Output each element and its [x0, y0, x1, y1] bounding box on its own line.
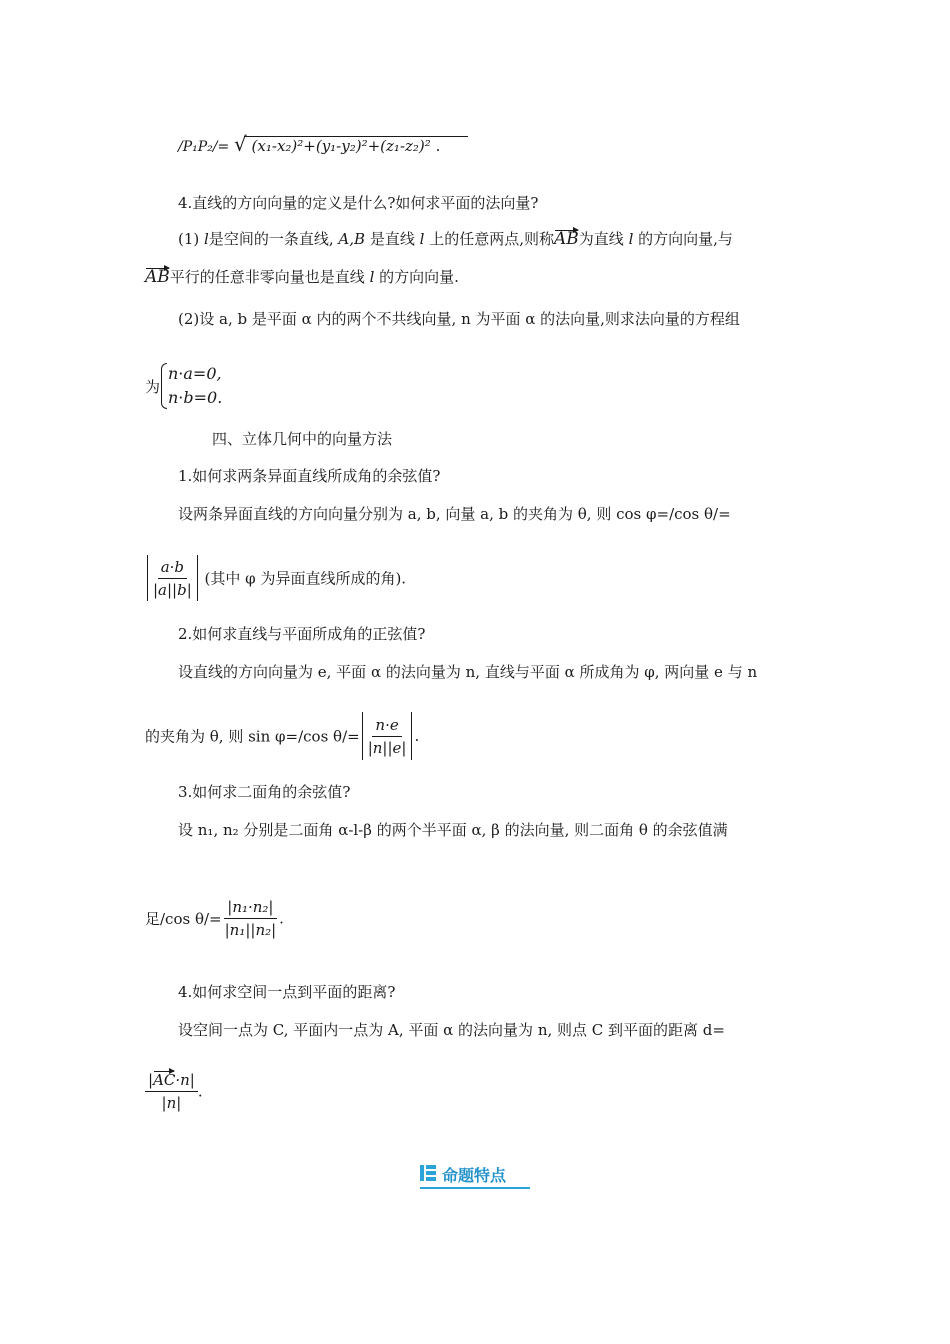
- q3-end: .: [279, 909, 284, 928]
- p1-h: 的方向向量.: [379, 268, 459, 286]
- vector-ab: AB: [553, 229, 579, 249]
- sqrt-bar: [244, 136, 468, 137]
- q3-frac-den: |n₁||n₂|: [224, 921, 277, 939]
- p1-e: 为直线: [578, 230, 624, 248]
- sqrt-symbol: √: [234, 132, 247, 156]
- q4-end: .: [197, 1082, 203, 1101]
- system-eq1: n·a=0,: [168, 364, 222, 383]
- distance-lhs: /P₁P₂/=: [178, 139, 230, 155]
- system-prefix: 为: [145, 378, 161, 396]
- p1-l4: l: [369, 268, 375, 286]
- p1-l3: l: [628, 230, 634, 248]
- abs-bar-right: [411, 712, 412, 760]
- q2-frac-den: |n||e|: [367, 738, 407, 757]
- q2-text: 设直线的方向向量为 e, 平面 α 的法向量为 n, 直线与平面 α 所成角为 φ, 两向量 e 与 n: [178, 663, 758, 681]
- q4-direction-title: 4.直线的方向向量的定义是什么?如何求平面的法向量?: [178, 194, 539, 212]
- q3-text: 设 n₁, n₂ 分别是二面角 α-l-β 的两个半平面 α, β 的法向量, 则二面角 θ 的余弦值满: [178, 821, 728, 839]
- num-bar-left: |: [148, 1071, 154, 1089]
- section-title: 四、立体几何中的向量方法: [212, 430, 393, 448]
- q1-formula: [145, 555, 406, 601]
- q2-formula: [145, 712, 419, 760]
- p1-l: l: [204, 230, 209, 248]
- q3-fraction: [222, 897, 280, 940]
- q1-title: 1.如何求两条异面直线所成角的余弦值?: [178, 467, 441, 485]
- list-icon: [420, 1165, 436, 1181]
- p1-a: (1): [178, 230, 200, 248]
- q2-text2: 的夹角为 θ, 则 sin φ=/cos θ/=: [145, 727, 360, 746]
- p1-l2: l: [419, 230, 425, 248]
- vector-ac: AC: [153, 1071, 176, 1089]
- distance-radicand: (x₁-x₂)²+(y₁-y₂)²+(z₁-z₂)²: [251, 137, 431, 155]
- p1-b: 是空间的一条直线,: [208, 230, 334, 248]
- p1-c: 是直线: [369, 230, 415, 248]
- system-eq2: n·b=0.: [168, 388, 223, 407]
- p1-ab: A,B: [338, 230, 366, 248]
- vector-ab-2: AB: [145, 267, 170, 287]
- abs-bar-right: [197, 555, 198, 601]
- q1-frac-num: a·b: [158, 557, 187, 579]
- q3-frac-num: |n₁·n₂|: [224, 897, 276, 919]
- heading-underline: [420, 1187, 530, 1189]
- q3-title: 3.如何求二面角的余弦值?: [178, 783, 351, 801]
- q4-frac-num: [145, 1070, 198, 1092]
- q4-distance-title: 4.如何求空间一点到平面的距离?: [178, 983, 396, 1001]
- q4-frac-den: |n|: [161, 1094, 182, 1112]
- q1-fraction: [150, 557, 195, 600]
- q3-formula: [145, 897, 284, 940]
- q4-fraction: [145, 1070, 198, 1113]
- abs-bar-left: [147, 555, 148, 601]
- q2-title: 2.如何求直线与平面所成角的正弦值?: [178, 625, 426, 643]
- q4-distance-formula: [145, 1070, 203, 1113]
- q2-fraction: [365, 715, 410, 758]
- q4-distance-text: 设空间一点为 C, 平面内一点为 A, 平面 α 的法向量为 n, 则点 C 到平面的距离 d=: [178, 1021, 725, 1039]
- heading-label: 命题特点: [442, 1166, 507, 1185]
- q1-note: (其中 φ 为异面直线所成的角).: [204, 569, 407, 588]
- q3-text2: 足/cos θ/=: [145, 910, 222, 928]
- system-brace: [161, 363, 167, 409]
- distance-end: .: [435, 137, 441, 155]
- q4-direction-p1: [178, 228, 733, 249]
- q1-frac-den: |a||b|: [153, 580, 192, 599]
- p1-d: 上的任意两点,则称: [429, 230, 554, 248]
- q4-direction-p1-cont: [145, 266, 459, 287]
- num-dot-n: ·n|: [175, 1071, 195, 1089]
- abs-bar-left: [362, 712, 363, 760]
- q1-text: 设两条异面直线的方向向量分别为 a, b, 向量 a, b 的夹角为 θ, 则 cos φ=/cos θ/=: [178, 505, 731, 523]
- p1-g: 平行的任意非零向量也是直线: [169, 268, 365, 286]
- p1-f: 的方向向量,与: [638, 230, 733, 248]
- q4-direction-p2: (2)设 a, b 是平面 α 内的两个不共线向量, n 为平面 α 的法向量,则求法向量的方程组: [178, 310, 740, 328]
- q2-end: .: [414, 727, 420, 745]
- q2-frac-num: n·e: [372, 715, 401, 737]
